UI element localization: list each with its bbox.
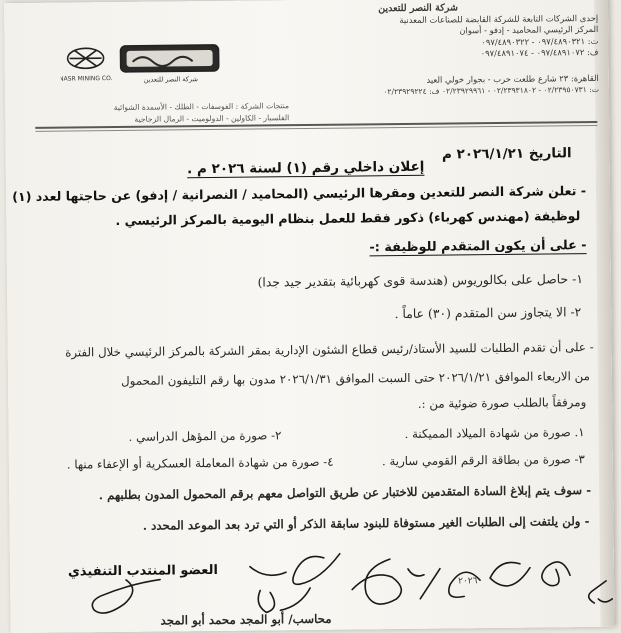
requirement-1: ١- حاصل على بكالوريوس (هندسة قوى كهربائية بتقدير جيد جدا) <box>257 271 584 290</box>
notice-line-2: - ولن يلتفت إلى الطلبات الغير مستوفاة للبنود سابقة الذكر أو التي ترد بعد الموعد المحدد . <box>142 514 590 533</box>
submission-line-1: - على أن تقدم الطلبات للسيد الأستاذ/رئيس قطاع الشئون الإدارية بمقر الشركة بالمركز الرئيسي خلال الفترة <box>65 340 594 360</box>
document-date: التاريخ ٢٠٢٦/١/٢١ م <box>441 145 572 163</box>
logo-caption-2: شركة النصر للتعدين <box>143 75 198 84</box>
products-block <box>51 100 289 126</box>
company-subtitle: إحدى الشركات التابعة للشركة القابضة للصناعات المعدنية <box>399 12 599 25</box>
notice-line-1: - سوف يتم إبلاغ السادة المتقدمين للاختبار عن طريق التواصل معهم برقم المحمول المدون بطلبهم . <box>98 483 592 503</box>
intro-line-1: - تعلن شركة النصر للتعدين ومقرها الرئيسي (المحاميد / النصرانية / إدفو) عن حاجتها لعدد (١) <box>12 183 587 205</box>
submission-line-3: ومرفقاً بالطلب صورة ضوئية من :. <box>417 395 587 411</box>
announcement-title: إعلان داخلي رقم (١) لسنة ٢٠٢٦ م . <box>187 158 425 178</box>
products-line-2: الفلسبار - الكاولين - الدولوميت - الرمال الزجاجية <box>134 113 290 124</box>
company-fax: ف: ٠٩٧/٤٨٩١٠٧٢ - ٠٩٧/٤٨٩١٠٧٤ <box>480 46 599 59</box>
signatory-title: العضو المنتدب التنفيذي <box>67 562 219 580</box>
requirements-heading: - على أن يكون المتقدم للوظيفة :- <box>369 238 587 256</box>
letterhead-contact-block <box>298 1 599 99</box>
company-logos <box>60 39 224 89</box>
company-hq: المركز الرئيسي المحاميد - إدفو - أسوان <box>459 23 599 36</box>
document-item-4: ٤- صورة من شهادة المعاملة العسكرية أو الإعفاء منها . <box>66 454 334 472</box>
document-item-3: ٣- صورة من بطاقة الرقم القومي سارية . <box>381 452 585 469</box>
submission-line-2: من الاربعاء الموافق ٢٠٢٦/١/٢١ حتى السبت الموافق ٢٠٢٦/١/٣١ مدون بها رقم التليفون المحمول <box>121 369 591 388</box>
products-line-1: منتجات الشركة : الفوسفات - الطلك - الأسمدة الشوائية <box>113 101 290 113</box>
requirement-2: ٢- الا يتجاوز سن المتقدم (٣٠) عاماً . <box>394 304 582 322</box>
cairo-office: القاهرة: ٢٣ شارع طلعت حرب - بجوار خولي العيد <box>426 72 599 85</box>
intro-line-2: لوظيفة (مهندس كهرباء) ذكور فقط للعمل بنظام اليومية بالمركز الرئيسي . <box>115 208 581 229</box>
cairo-phones: ت: ٠٢/٢٣٩٥٠٧٣١ - ٠٢/٢٣٩٣١٨٠٢ - ٠٢/٢٣٩٢٩٩٦١ ف: ٠٢/٢٣٩٢٩٢٢٤ <box>383 84 599 97</box>
signatory-name: محاسب/ أبو المجد محمد أبو المجد <box>160 611 332 628</box>
document-item-1: ١. صورة من شهادة الميلاد المميكنة . <box>404 425 585 441</box>
company-name: شركة النصر للتعدين <box>378 2 458 15</box>
logo-caption-1: NASR MINING CO. <box>60 75 113 83</box>
stamp-year: ٢٠٢٦ <box>458 576 478 587</box>
document-page <box>4 0 615 633</box>
document-item-2: ٢- صورة من المؤهل الدراسي . <box>128 428 282 444</box>
logo-graphic <box>60 39 224 89</box>
company-phone: ت: ٠٩٧/٤٨٩٠٣٢١ - ٠٩٧/٤٨٩٠٣٢٢ <box>481 35 599 47</box>
